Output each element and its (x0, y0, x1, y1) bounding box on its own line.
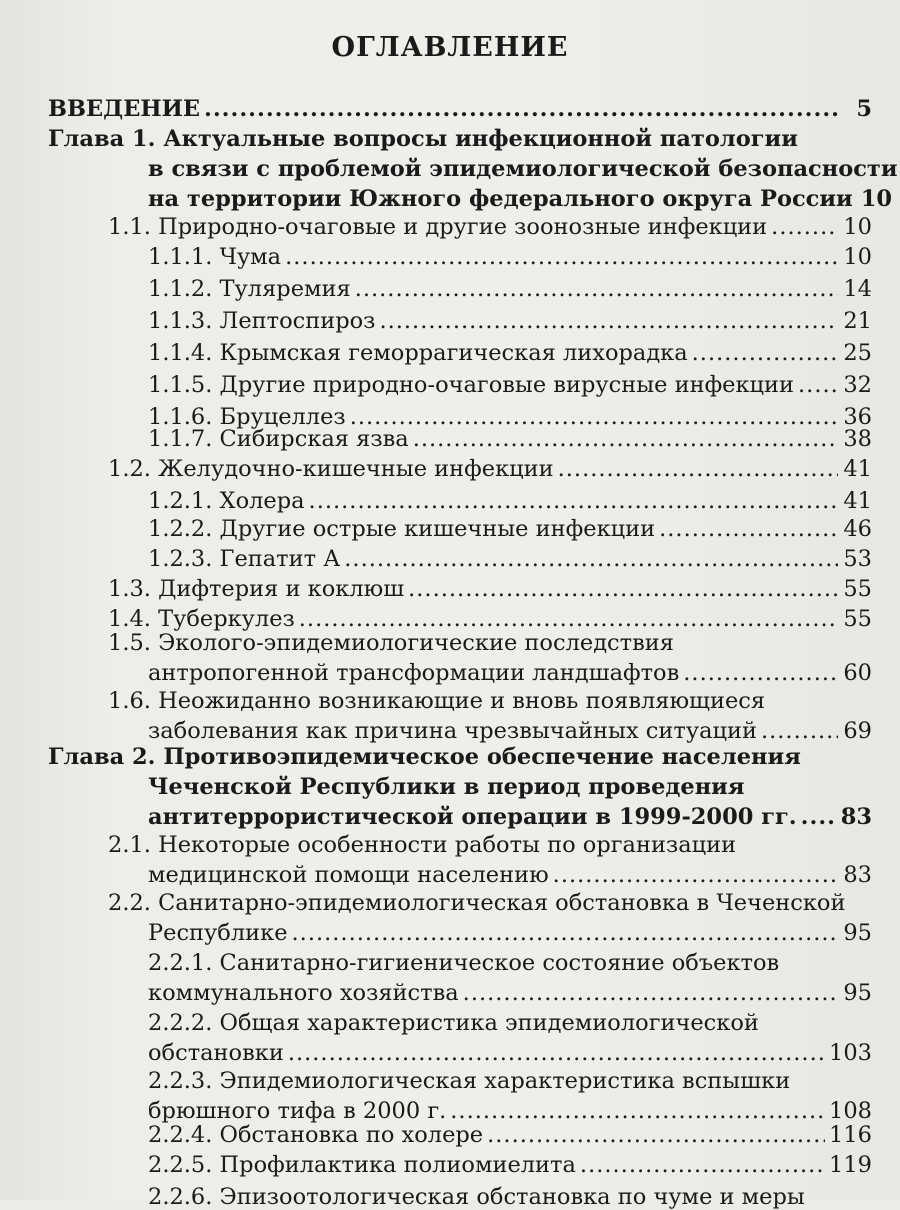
toc-entry-title: 1.5. Эколого-эпидемиологические последствия (108, 630, 674, 656)
toc-page-number: 53 (843, 546, 872, 572)
toc-entry-line (148, 308, 872, 334)
toc-page-number: 46 (843, 516, 872, 542)
toc-entry-line (148, 244, 872, 270)
toc-entry-line (148, 1152, 872, 1178)
toc-entry-title: 2.2. Санитарно-эпидемиологическая обстановка в Чеченской (108, 890, 846, 916)
toc-entry-title: 1.1.3. Лептоспироз (148, 308, 376, 334)
toc-entry-title: 2.2.3. Эпидемиологическая характеристика вспышки (148, 1068, 791, 1094)
toc-entry-title: Республике (148, 920, 288, 946)
toc-entry-title: 1.4. Туберкулез (108, 606, 295, 632)
dot-leader (692, 340, 838, 366)
dot-leader (408, 576, 838, 602)
toc-page-number: 116 (829, 1122, 872, 1148)
toc-entry-title: 1.1. Природно-очаговые и другие зоонозные инфекции (108, 214, 768, 240)
dot-leader (413, 426, 838, 452)
toc-page-number: 55 (843, 606, 872, 632)
toc-page-number: 21 (843, 308, 872, 334)
toc-entry-line (148, 488, 872, 514)
toc-page-number: 95 (843, 980, 872, 1006)
toc-entry-title: 2.2.1. Санитарно-гигиеническое состояние объектов (148, 950, 780, 976)
toc-entry-line (108, 214, 872, 240)
toc-entry-title: 1.2.1. Холера (148, 488, 305, 514)
toc-page-number: 32 (843, 372, 872, 398)
toc-entry-title: Глава 1. Актуальные вопросы инфекционной патологии (48, 126, 798, 152)
toc-page-number: 14 (843, 276, 872, 302)
toc-page-number: 10 (843, 244, 872, 270)
toc-entry-title: коммунального хозяйства (148, 980, 459, 1006)
toc-entry-line (148, 804, 872, 830)
dot-leader (683, 660, 838, 686)
toc-entry-line (148, 372, 872, 398)
toc-page-number: 69 (843, 718, 872, 744)
toc-entry-title: 1.2.3. Гепатит А (148, 546, 341, 572)
toc-entry-title: 2.2.6. Эпизоотологическая обстановка по чуме и меры (148, 1184, 805, 1210)
toc-entry-title: 1.1.6. Бруцеллез (148, 404, 346, 430)
page-title: ОГЛАВЛЕНИЕ (331, 32, 569, 63)
toc-entry-line (148, 1040, 872, 1066)
toc-entry-line (148, 426, 872, 452)
toc-entry-line (108, 576, 872, 602)
toc-entry-title: 2.1. Некоторые особенности работы по организации (108, 832, 737, 858)
dot-leader (379, 308, 838, 334)
toc-entry-line (148, 516, 872, 542)
toc-entry-title: ВВЕДЕНИЕ (48, 96, 201, 122)
toc-page-number: 36 (843, 404, 872, 430)
toc-page-number: 83 (840, 804, 872, 830)
toc-entry-title: антропогенной трансформации ландшафтов (148, 660, 680, 686)
toc-entry-title: 1.1.4. Крымская геморрагическая лихорадка (148, 340, 688, 366)
dot-leader (204, 96, 838, 122)
toc-page-number: 10 (843, 214, 872, 240)
toc-page-number: 41 (843, 456, 872, 482)
toc-entry-title: 1.1.1. Чума (148, 244, 282, 270)
toc-entry-line (108, 606, 872, 632)
toc-entry-line (48, 96, 872, 122)
dot-leader (355, 276, 838, 302)
toc-entry-title: 1.1.5. Другие природно-очаговые вирусные инфекции (148, 372, 795, 398)
dot-leader (299, 606, 838, 632)
toc-entry-title: 2.2.5. Профилактика полиомиелита (148, 1152, 576, 1178)
toc-page-number: 103 (829, 1040, 872, 1066)
toc-entry-title: 1.1.2. Туляремия (148, 276, 351, 302)
dot-leader (450, 1098, 825, 1124)
dot-leader (771, 214, 838, 240)
toc-entry-line (148, 920, 872, 946)
dot-leader (292, 920, 838, 946)
dot-leader (487, 1122, 825, 1148)
toc-entry-line (148, 718, 872, 744)
toc-entry-title: на территории Южного федерального округа России (148, 186, 853, 212)
toc-entry-line (148, 660, 872, 686)
toc-page-number: 83 (843, 862, 872, 888)
toc-entry-title: 1.3. Дифтерия и коклюш (108, 576, 405, 602)
dot-leader (553, 862, 838, 888)
toc-page-number: 10 (860, 186, 893, 212)
dot-leader (801, 804, 837, 830)
toc-entry-title: брюшного тифа в 2000 г. (148, 1098, 447, 1124)
toc-entry-title: обстановки (148, 1040, 284, 1066)
toc-entry-title: заболевания как причина чрезвычайных ситуаций (148, 718, 757, 744)
toc-page-number: 60 (843, 660, 872, 686)
dot-leader (580, 1152, 825, 1178)
toc-page-number: 38 (843, 426, 872, 452)
dot-leader (463, 980, 838, 1006)
toc-entry-title: 1.6. Неожиданно возникающие и вновь появляющиеся (108, 688, 766, 714)
toc-page-number: 95 (843, 920, 872, 946)
toc-entry-title: медицинской помощи населению (148, 862, 549, 888)
toc-page-number: 108 (829, 1098, 872, 1124)
dot-leader (659, 516, 838, 542)
toc-entry-line (148, 340, 872, 366)
toc-entry-title: Глава 2. Противоэпидемическое обеспечение населения (48, 744, 801, 770)
toc-entry-line (148, 186, 893, 212)
toc-entry-title: 1.2. Желудочно-кишечные инфекции (108, 456, 554, 482)
toc-entry-line (148, 276, 872, 302)
toc-entry-line (108, 456, 872, 482)
toc-entry-title: 2.2.4. Обстановка по холере (148, 1122, 484, 1148)
toc-entry-title: Чеченской Республики в период проведения (148, 774, 745, 800)
toc-entry-line (148, 980, 872, 1006)
toc-entry-title: 1.2.2. Другие острые кишечные инфекции (148, 516, 656, 542)
toc-entry-line (148, 1122, 872, 1148)
toc-entry-title: 2.2.2. Общая характеристика эпидемиологической (148, 1010, 759, 1036)
toc-page-number: 5 (856, 96, 872, 122)
toc-entry-line (148, 546, 872, 572)
dot-leader (558, 456, 838, 482)
toc-page-number: 41 (843, 488, 872, 514)
dot-leader (309, 488, 838, 514)
toc-page-number: 55 (843, 576, 872, 602)
toc-entry-line (148, 862, 872, 888)
dot-leader (344, 546, 838, 572)
toc-page-number: 119 (829, 1152, 872, 1178)
dot-leader (798, 372, 838, 398)
dot-leader (288, 1040, 825, 1066)
dot-leader (285, 244, 838, 270)
toc-entry-title: антитеррористической операции в 1999-2000 гг. (148, 804, 797, 830)
toc-page-number: 25 (843, 340, 872, 366)
toc-entry-title: в связи с проблемой эпидемиологической безопасности (148, 156, 898, 182)
toc-entry-line (148, 1098, 872, 1124)
toc-entry-title: 1.1.7. Сибирская язва (148, 426, 409, 452)
dot-leader (761, 718, 838, 744)
